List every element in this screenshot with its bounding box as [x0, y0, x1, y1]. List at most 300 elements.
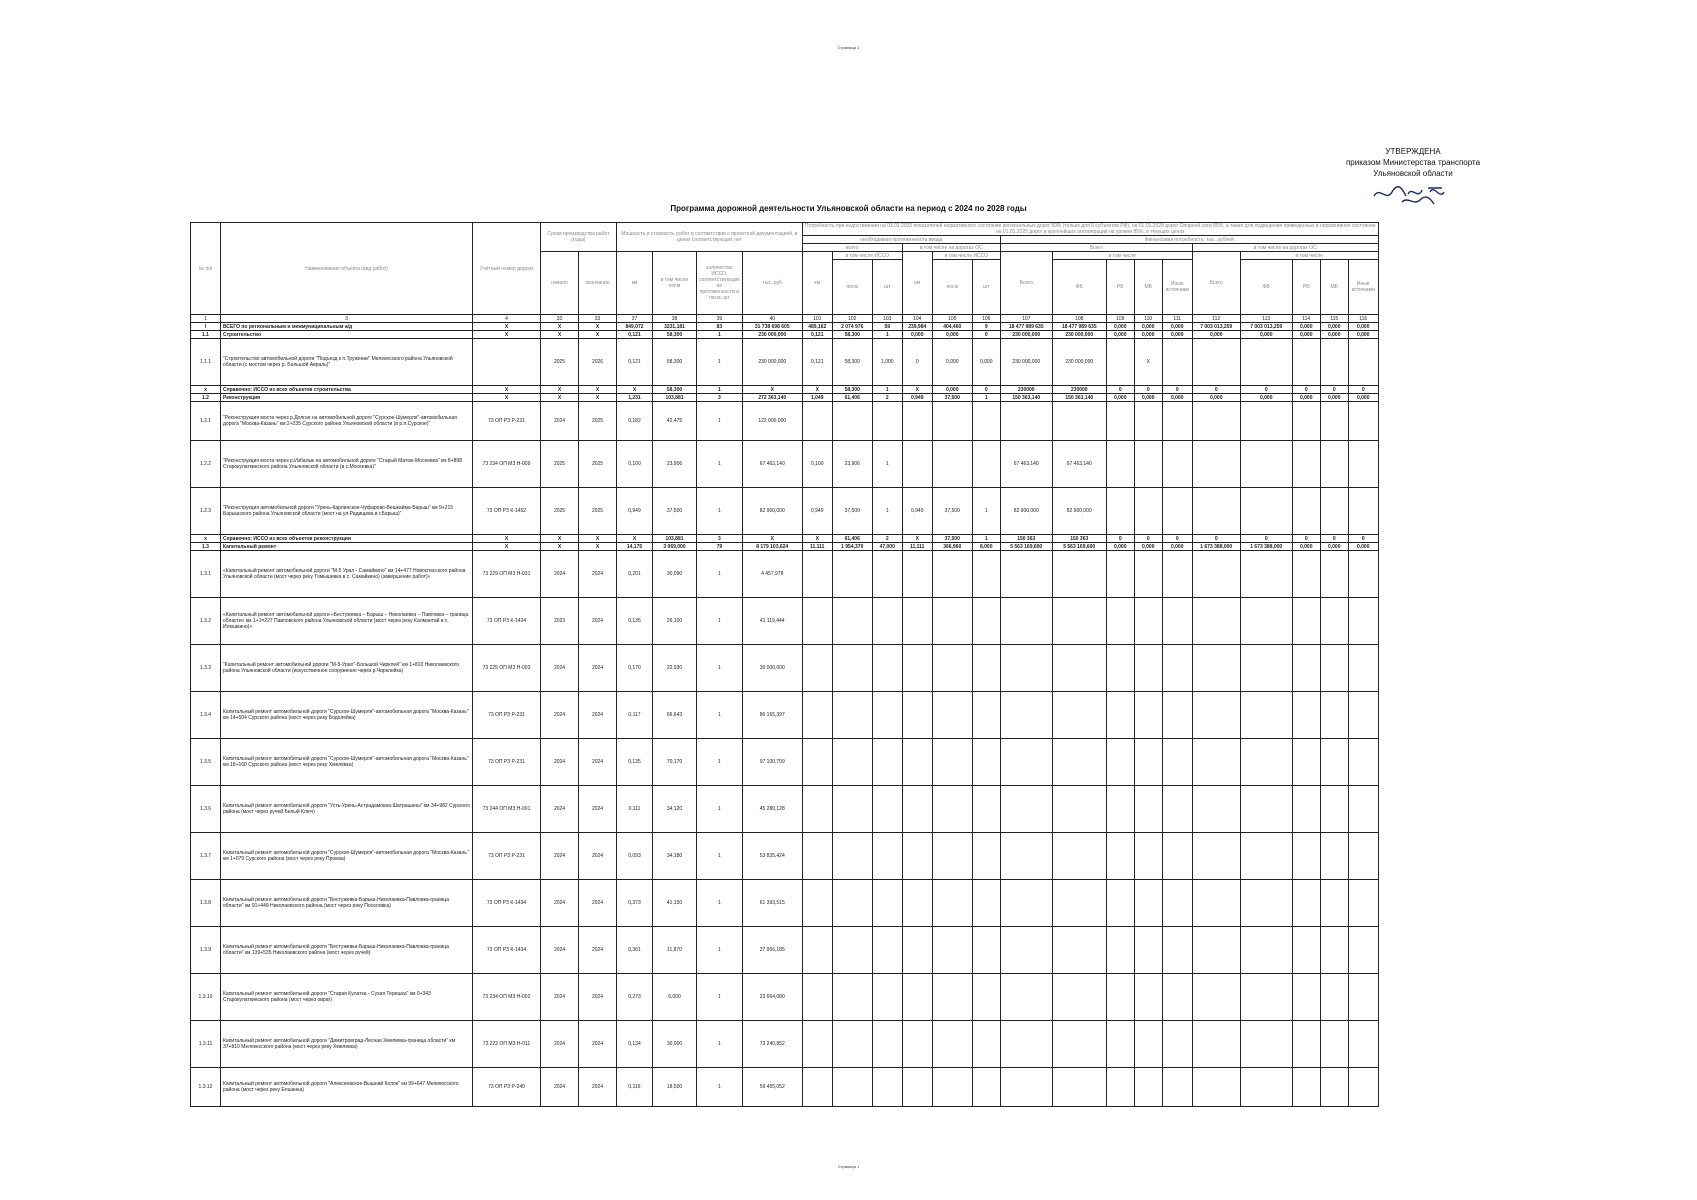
cell-n113 [1240, 339, 1292, 386]
cell-n112 [1192, 402, 1240, 441]
cell-n108 [1052, 402, 1106, 441]
cell-name: Справочно: ИССО из всех объектов строительства [221, 386, 473, 394]
cell-name: Капитальный ремонт автомобильной дороги "Бестужевка-Барыш-Николаевка-Павловка-граница области" км 139+535 Николаевского района (мост через ручей) [221, 927, 473, 974]
cell-start: 2023 [541, 598, 579, 645]
cell-n116 [1348, 692, 1378, 739]
cell-n103 [872, 645, 902, 692]
cell-end: 2024 [579, 974, 617, 1021]
cell-n113 [1240, 441, 1292, 488]
cell-n109 [1106, 786, 1134, 833]
cell-n105 [932, 1068, 972, 1107]
cell-acc: X [473, 331, 541, 339]
cell-n106: 1 [972, 535, 1000, 543]
cell-name: Капитальный ремонт [221, 543, 473, 551]
summary-row [191, 323, 1379, 331]
cell-n105 [932, 402, 972, 441]
cell-km: 0,201 [617, 551, 653, 598]
cell-km: 849,072 [617, 323, 653, 331]
cell-n110: 0,000 [1134, 543, 1162, 551]
cell-n114 [1292, 551, 1320, 598]
cell-n116: 0,000 [1348, 543, 1378, 551]
cell-start: 2024 [541, 1068, 579, 1107]
column-number-cell: 1 [191, 315, 221, 323]
header-fb-2: ФБ [1240, 260, 1292, 315]
cell-end: X [579, 386, 617, 394]
header-km: км [617, 252, 653, 315]
cell-n104 [902, 598, 932, 645]
cell-pogm: 103,881 [653, 535, 697, 543]
cell-n108 [1052, 1068, 1106, 1107]
cell-n105: 37,500 [932, 535, 972, 543]
cell-n108: 230 000,000 [1052, 339, 1106, 386]
cell-end: X [579, 331, 617, 339]
approval-heading: УТВЕРЖДЕНА [1385, 147, 1441, 156]
cell-n114: 0,000 [1292, 323, 1320, 331]
cell-n111 [1162, 692, 1192, 739]
cell-n116 [1348, 974, 1378, 1021]
cell-n105: 366,960 [932, 543, 972, 551]
cell-pogm: 42,475 [653, 402, 697, 441]
cell-n113: 0,000 [1240, 394, 1292, 402]
cell-n107 [1000, 598, 1052, 645]
cell-issd: 1 [697, 331, 743, 339]
cell-n114: 0 [1292, 386, 1320, 394]
cell-n104 [902, 645, 932, 692]
cell-n114 [1292, 402, 1320, 441]
cell-n103 [872, 598, 902, 645]
cell-n115: 0 [1320, 386, 1348, 394]
cell-n114 [1292, 739, 1320, 786]
cell-n104 [902, 739, 932, 786]
cell-n116 [1348, 739, 1378, 786]
cell-cost: 272 363,140 [742, 394, 802, 402]
cell-name: «Капитальный ремонт автомобильной дороги «Бестужевка – Барыш – Николаевка – Павловка – граница области» км 1+1=227 Павловского района Ульяновской области (мост через реку Калмантай в с. Илюшкино)» [221, 598, 473, 645]
cell-n114 [1292, 833, 1320, 880]
cell-n114: 0 [1292, 535, 1320, 543]
cell-n101 [802, 1068, 832, 1107]
cell-n101 [802, 1021, 832, 1068]
cell-km: 0,949 [617, 488, 653, 535]
column-number-cell: 103 [872, 315, 902, 323]
cell-n103 [872, 1068, 902, 1107]
cell-n106: 1 [972, 488, 1000, 535]
cell-n101 [802, 598, 832, 645]
table-row [191, 927, 1379, 974]
cell-n104 [902, 1021, 932, 1068]
cell-km: 0,135 [617, 739, 653, 786]
cell-n112: 1 673 388,000 [1192, 543, 1240, 551]
cell-n104 [902, 692, 932, 739]
cell-n102: 61,406 [832, 535, 872, 543]
cell-start: X [541, 323, 579, 331]
cell-pogm: 34,120 [653, 786, 697, 833]
cell-start: 2024 [541, 880, 579, 927]
cell-n110 [1134, 598, 1162, 645]
cell-cost: 86 165,397 [742, 692, 802, 739]
cell-n110 [1134, 833, 1162, 880]
cell-n106: 8,000 [972, 543, 1000, 551]
cell-name: Капитальный ремонт автомобильной дороги "Сурское-Шумерля"-автомобильная дорога "Москва-Казань" км 1+079 Сурского района (мост через реку Промза) [221, 833, 473, 880]
cell-n102: 37,500 [832, 488, 872, 535]
header-period: Сроки производства работ (годы) [541, 223, 617, 252]
cell-name: "Реконструкция моста через р.Долгая на автомобильной дороге "Сурское-Шумерля"-автомобильная дорога "Москва-Казань" км 2+235 Сурского района Ульяновской области (в р.п.Сурское)" [221, 402, 473, 441]
cell-n103 [872, 927, 902, 974]
column-number-cell: 114 [1292, 315, 1320, 323]
header-vsego-2: Всего [1192, 252, 1240, 315]
cell-pogm: 30,000 [653, 1021, 697, 1068]
cell-n114 [1292, 692, 1320, 739]
cell-pogm: 30,090 [653, 551, 697, 598]
column-number-cell: 110 [1134, 315, 1162, 323]
cell-n104 [902, 551, 932, 598]
cell-n113 [1240, 974, 1292, 1021]
cell-n103: 1 [872, 331, 902, 339]
cell-cost: 8 179 103,624 [742, 543, 802, 551]
cell-n105 [932, 692, 972, 739]
cell-pogm: 70,170 [653, 739, 697, 786]
cell-n116 [1348, 1021, 1378, 1068]
cell-n105 [932, 1021, 972, 1068]
table-row [191, 833, 1379, 880]
cell-n111 [1162, 551, 1192, 598]
cell-issd: 79 [697, 543, 743, 551]
cell-n111 [1162, 1021, 1192, 1068]
cell-acc: 73 229 ОП МЗ Н-031 [473, 551, 541, 598]
header-start: начало [541, 252, 579, 315]
cell-n101 [802, 880, 832, 927]
document-title: Программа дорожной деятельности Ульяновской области на период с 2024 по 2028 годы [670, 204, 1027, 213]
cell-cost: 59 455,052 [742, 1068, 802, 1107]
cell-n101: 0,949 [802, 488, 832, 535]
cell-n104 [902, 974, 932, 1021]
cell-n104: X [902, 535, 932, 543]
cell-pogm: 22,930 [653, 645, 697, 692]
cell-n110 [1134, 739, 1162, 786]
cell-n116 [1348, 833, 1378, 880]
cell-n102: 58,300 [832, 331, 872, 339]
cell-n104: 239,984 [902, 323, 932, 331]
cell-cost: 23 664,080 [742, 974, 802, 1021]
cell-name: Капитальный ремонт автомобильной дороги "Сурское-Шумерля"-автомобильная дорога "Москва-Казань" км 14+504 Сурского района (мост через реку Бодолейка) [221, 692, 473, 739]
cell-n115 [1320, 598, 1348, 645]
column-number-cell: 39 [697, 315, 743, 323]
cell-n115 [1320, 402, 1348, 441]
cell-issd: 1 [697, 880, 743, 927]
cell-n109: 0 [1106, 386, 1134, 394]
column-number-cell: 109 [1106, 315, 1134, 323]
cell-km: 0,373 [617, 880, 653, 927]
cell-name: ВСЕГО по региональным и межмуниципальным а/д [221, 323, 473, 331]
cell-n113 [1240, 739, 1292, 786]
cell-km: 0,361 [617, 927, 653, 974]
header-object-name: Наименование объекта (вид работ) [221, 223, 473, 315]
cell-issd: 1 [697, 551, 743, 598]
cell-n113: 7 003 013,259 [1240, 323, 1292, 331]
cell-name: "Капитальный ремонт автомобильной дороги "М-5-Урал"-Большой Чирклей" км 1+810 Николаевского района Ульяновской области (искусственное сооружение через р.Чирклейка) [221, 645, 473, 692]
cell-n108: 150 363,140 [1052, 394, 1106, 402]
cell-acc: 73 ОП РЗ Р-231 [473, 402, 541, 441]
cell-end: 2024 [579, 880, 617, 927]
cell-n116: 0,000 [1348, 394, 1378, 402]
cell-pogm: 41,150 [653, 880, 697, 927]
cell-end: 2025 [579, 441, 617, 488]
cell-issd: 1 [697, 786, 743, 833]
cell-issd: 1 [697, 692, 743, 739]
cell-n109 [1106, 692, 1134, 739]
cell-n102: 23,906 [832, 441, 872, 488]
cell-n101: 0,100 [802, 441, 832, 488]
cell-n111 [1162, 927, 1192, 974]
cell-n106 [972, 402, 1000, 441]
cell-start: 2024 [541, 833, 579, 880]
cell-n107 [1000, 786, 1052, 833]
cell-end: X [579, 323, 617, 331]
cell-n111 [1162, 833, 1192, 880]
table-row [191, 974, 1379, 1021]
cell-n102 [832, 927, 872, 974]
cell-km: 0,121 [617, 331, 653, 339]
cell-n112 [1192, 692, 1240, 739]
cell-n103: 1,000 [872, 339, 902, 386]
cell-n115 [1320, 739, 1348, 786]
header-mb-2: МБ [1320, 260, 1348, 315]
cell-n109 [1106, 833, 1134, 880]
header-vsego: Всего [1000, 252, 1052, 315]
cell-name: Строительство [221, 331, 473, 339]
column-number-cell: 116 [1348, 315, 1378, 323]
cell-num: x [191, 386, 221, 394]
cell-n107 [1000, 692, 1052, 739]
cell-km: 0,111 [617, 786, 653, 833]
cell-n108: 67 463,140 [1052, 441, 1106, 488]
cell-acc: 73 ОП РЗ Р-231 [473, 692, 541, 739]
column-number-cell: 111 [1162, 315, 1192, 323]
cell-name: Капитальный ремонт автомобильной дороги "Димитровград-Лесная Хмелевка-граница области" км 37+810 Мелекесского района (мост через реку Хмелевка) [221, 1021, 473, 1068]
cell-n108 [1052, 786, 1106, 833]
cell-n113: 1 673 388,000 [1240, 543, 1292, 551]
cell-acc: 73 244 ОП МЗ Н-001 [473, 786, 541, 833]
cell-cost: 82 900,000 [742, 488, 802, 535]
cell-issd: 1 [697, 386, 743, 394]
cell-num: x [191, 535, 221, 543]
cell-n108 [1052, 833, 1106, 880]
cell-start: 2024 [541, 974, 579, 1021]
cell-pogm: 34,180 [653, 833, 697, 880]
cell-n112 [1192, 645, 1240, 692]
summary-row [191, 535, 1379, 543]
cell-n111: 0,000 [1162, 323, 1192, 331]
cell-end: 2026 [579, 339, 617, 386]
cell-name: Капитальный ремонт автомобильной дороги "Старая Кулатка - Сухая Терешка" км 0+343 Старокулаткинского района (мост через овраг) [221, 974, 473, 1021]
cell-n103 [872, 402, 902, 441]
cell-n115: 0,000 [1320, 543, 1348, 551]
cell-n111 [1162, 974, 1192, 1021]
cell-n114 [1292, 974, 1320, 1021]
cell-n104 [902, 927, 932, 974]
cell-n110: 0,000 [1134, 331, 1162, 339]
cell-end: X [579, 394, 617, 402]
cell-n103: 2 [872, 394, 902, 402]
cell-end: X [579, 543, 617, 551]
header-rb: РБ [1106, 260, 1134, 315]
cell-start: X [541, 331, 579, 339]
cell-n106: 0 [972, 331, 1000, 339]
cell-n103 [872, 1021, 902, 1068]
cell-n106 [972, 974, 1000, 1021]
table-row [191, 598, 1379, 645]
cell-n102 [832, 880, 872, 927]
cell-n107: 150 363 [1000, 535, 1052, 543]
cell-pogm: 66,643 [653, 692, 697, 739]
cell-km: 1,231 [617, 394, 653, 402]
cell-n102: 58,300 [832, 339, 872, 386]
cell-n103 [872, 880, 902, 927]
cell-n102 [832, 1068, 872, 1107]
cell-n111: 0,000 [1162, 394, 1192, 402]
header-rb-2: РБ [1292, 260, 1320, 315]
cell-n110: 0 [1134, 386, 1162, 394]
cell-issd: 1 [697, 598, 743, 645]
cell-n116: 0,000 [1348, 323, 1378, 331]
cell-n110 [1134, 402, 1162, 441]
cell-n113: 0 [1240, 386, 1292, 394]
cell-n106 [972, 1021, 1000, 1068]
cell-n112 [1192, 551, 1240, 598]
cell-cost: 122 000,000 [742, 402, 802, 441]
column-number-cell: 108 [1052, 315, 1106, 323]
table-row [191, 551, 1379, 598]
cell-cost: 97 100,709 [742, 739, 802, 786]
cell-pogm: 11,870 [653, 927, 697, 974]
cell-issd: 1 [697, 833, 743, 880]
cell-n112: 0 [1192, 535, 1240, 543]
header-fin-total: Всего [1000, 244, 1192, 252]
cell-end: 2024 [579, 833, 617, 880]
cell-n105 [932, 645, 972, 692]
cell-n101 [802, 927, 832, 974]
cell-n109 [1106, 645, 1134, 692]
cell-n115 [1320, 645, 1348, 692]
cell-n107 [1000, 1021, 1052, 1068]
cell-n110 [1134, 786, 1162, 833]
cell-num: 1.1.1 [191, 339, 221, 386]
cell-acc: 73 222 ОП МЗ Н-011 [473, 1021, 541, 1068]
cell-n112: 0,000 [1192, 331, 1240, 339]
cell-acc: X [473, 386, 541, 394]
header-other: Иные источники [1162, 260, 1192, 315]
cell-n108 [1052, 1021, 1106, 1068]
cell-n110 [1134, 692, 1162, 739]
summary-row [191, 394, 1379, 402]
cell-n101: 0,121 [802, 331, 832, 339]
cell-n113 [1240, 786, 1292, 833]
cell-n111 [1162, 598, 1192, 645]
cell-n102 [832, 551, 872, 598]
cell-start: 2024 [541, 786, 579, 833]
approval-region-line: Ульяновской области [1373, 169, 1453, 178]
cell-cost: 61 393,515 [742, 880, 802, 927]
cell-n105: 37,500 [932, 488, 972, 535]
cell-n103: 2 [872, 535, 902, 543]
cell-n104 [902, 880, 932, 927]
cell-end: 2024 [579, 739, 617, 786]
cell-issd: 1 [697, 339, 743, 386]
cell-n111 [1162, 441, 1192, 488]
cell-n102 [832, 974, 872, 1021]
cell-n103: 47,000 [872, 543, 902, 551]
cell-n106 [972, 645, 1000, 692]
cell-n101: 0,121 [802, 339, 832, 386]
cell-start: X [541, 386, 579, 394]
cell-n109 [1106, 441, 1134, 488]
cell-n114: 0,000 [1292, 394, 1320, 402]
cell-n102: 61,406 [832, 394, 872, 402]
cell-n103 [872, 786, 902, 833]
cell-n105: 37,500 [932, 394, 972, 402]
cell-n115 [1320, 339, 1348, 386]
cell-n113 [1240, 833, 1292, 880]
cell-n101 [802, 692, 832, 739]
cell-n110 [1134, 974, 1162, 1021]
header-km-3: км [902, 252, 932, 315]
header-end: окончание [579, 252, 617, 315]
cell-n113 [1240, 1021, 1292, 1068]
cell-start: 2024 [541, 1021, 579, 1068]
cell-n102 [832, 1021, 872, 1068]
cell-n106 [972, 692, 1000, 739]
cell-n105: 0,000 [932, 339, 972, 386]
summary-row [191, 386, 1379, 394]
cell-n116 [1348, 927, 1378, 974]
summary-row [191, 331, 1379, 339]
cell-n107 [1000, 402, 1052, 441]
header-capacity: Мощность и стоимость работ в соответствии с проектной документацией, в ценах соответствующих лет [617, 223, 803, 252]
cell-n107 [1000, 880, 1052, 927]
cell-n107 [1000, 645, 1052, 692]
table-row [191, 339, 1379, 386]
cell-cost: 45 280,128 [742, 786, 802, 833]
cell-name: Капитальный ремонт автомобильной дороги "Сурское-Шумерля"-автомобильная дорога "Москва-Казань" км 18+160 Сурского района (мост через реку Хмелевка) [221, 739, 473, 786]
cell-n106 [972, 880, 1000, 927]
cell-n105 [932, 441, 972, 488]
cell-n112 [1192, 833, 1240, 880]
column-number-cell: 102 [832, 315, 872, 323]
cell-n115 [1320, 786, 1348, 833]
cell-num: 1.3.10 [191, 974, 221, 1021]
cell-n107: 230 000,000 [1000, 331, 1052, 339]
cell-issd: 83 [697, 323, 743, 331]
cell-n114: 0,000 [1292, 543, 1320, 551]
cell-n101 [802, 833, 832, 880]
cell-n103: 59 [872, 323, 902, 331]
cell-pogm: 3 069,000 [653, 543, 697, 551]
cell-start: 2024 [541, 692, 579, 739]
cell-n108: 230 000,000 [1052, 331, 1106, 339]
cell-n106 [972, 739, 1000, 786]
cell-n107 [1000, 551, 1052, 598]
cell-n103 [872, 739, 902, 786]
cell-n114 [1292, 880, 1320, 927]
cell-n106 [972, 551, 1000, 598]
cell-n101: X [802, 386, 832, 394]
cell-n107: 5 563 169,600 [1000, 543, 1052, 551]
table-row [191, 1021, 1379, 1068]
cell-n113 [1240, 488, 1292, 535]
cell-n102 [832, 692, 872, 739]
cell-pogm: 18,500 [653, 1068, 697, 1107]
cell-n111 [1162, 488, 1192, 535]
cell-n106 [972, 833, 1000, 880]
